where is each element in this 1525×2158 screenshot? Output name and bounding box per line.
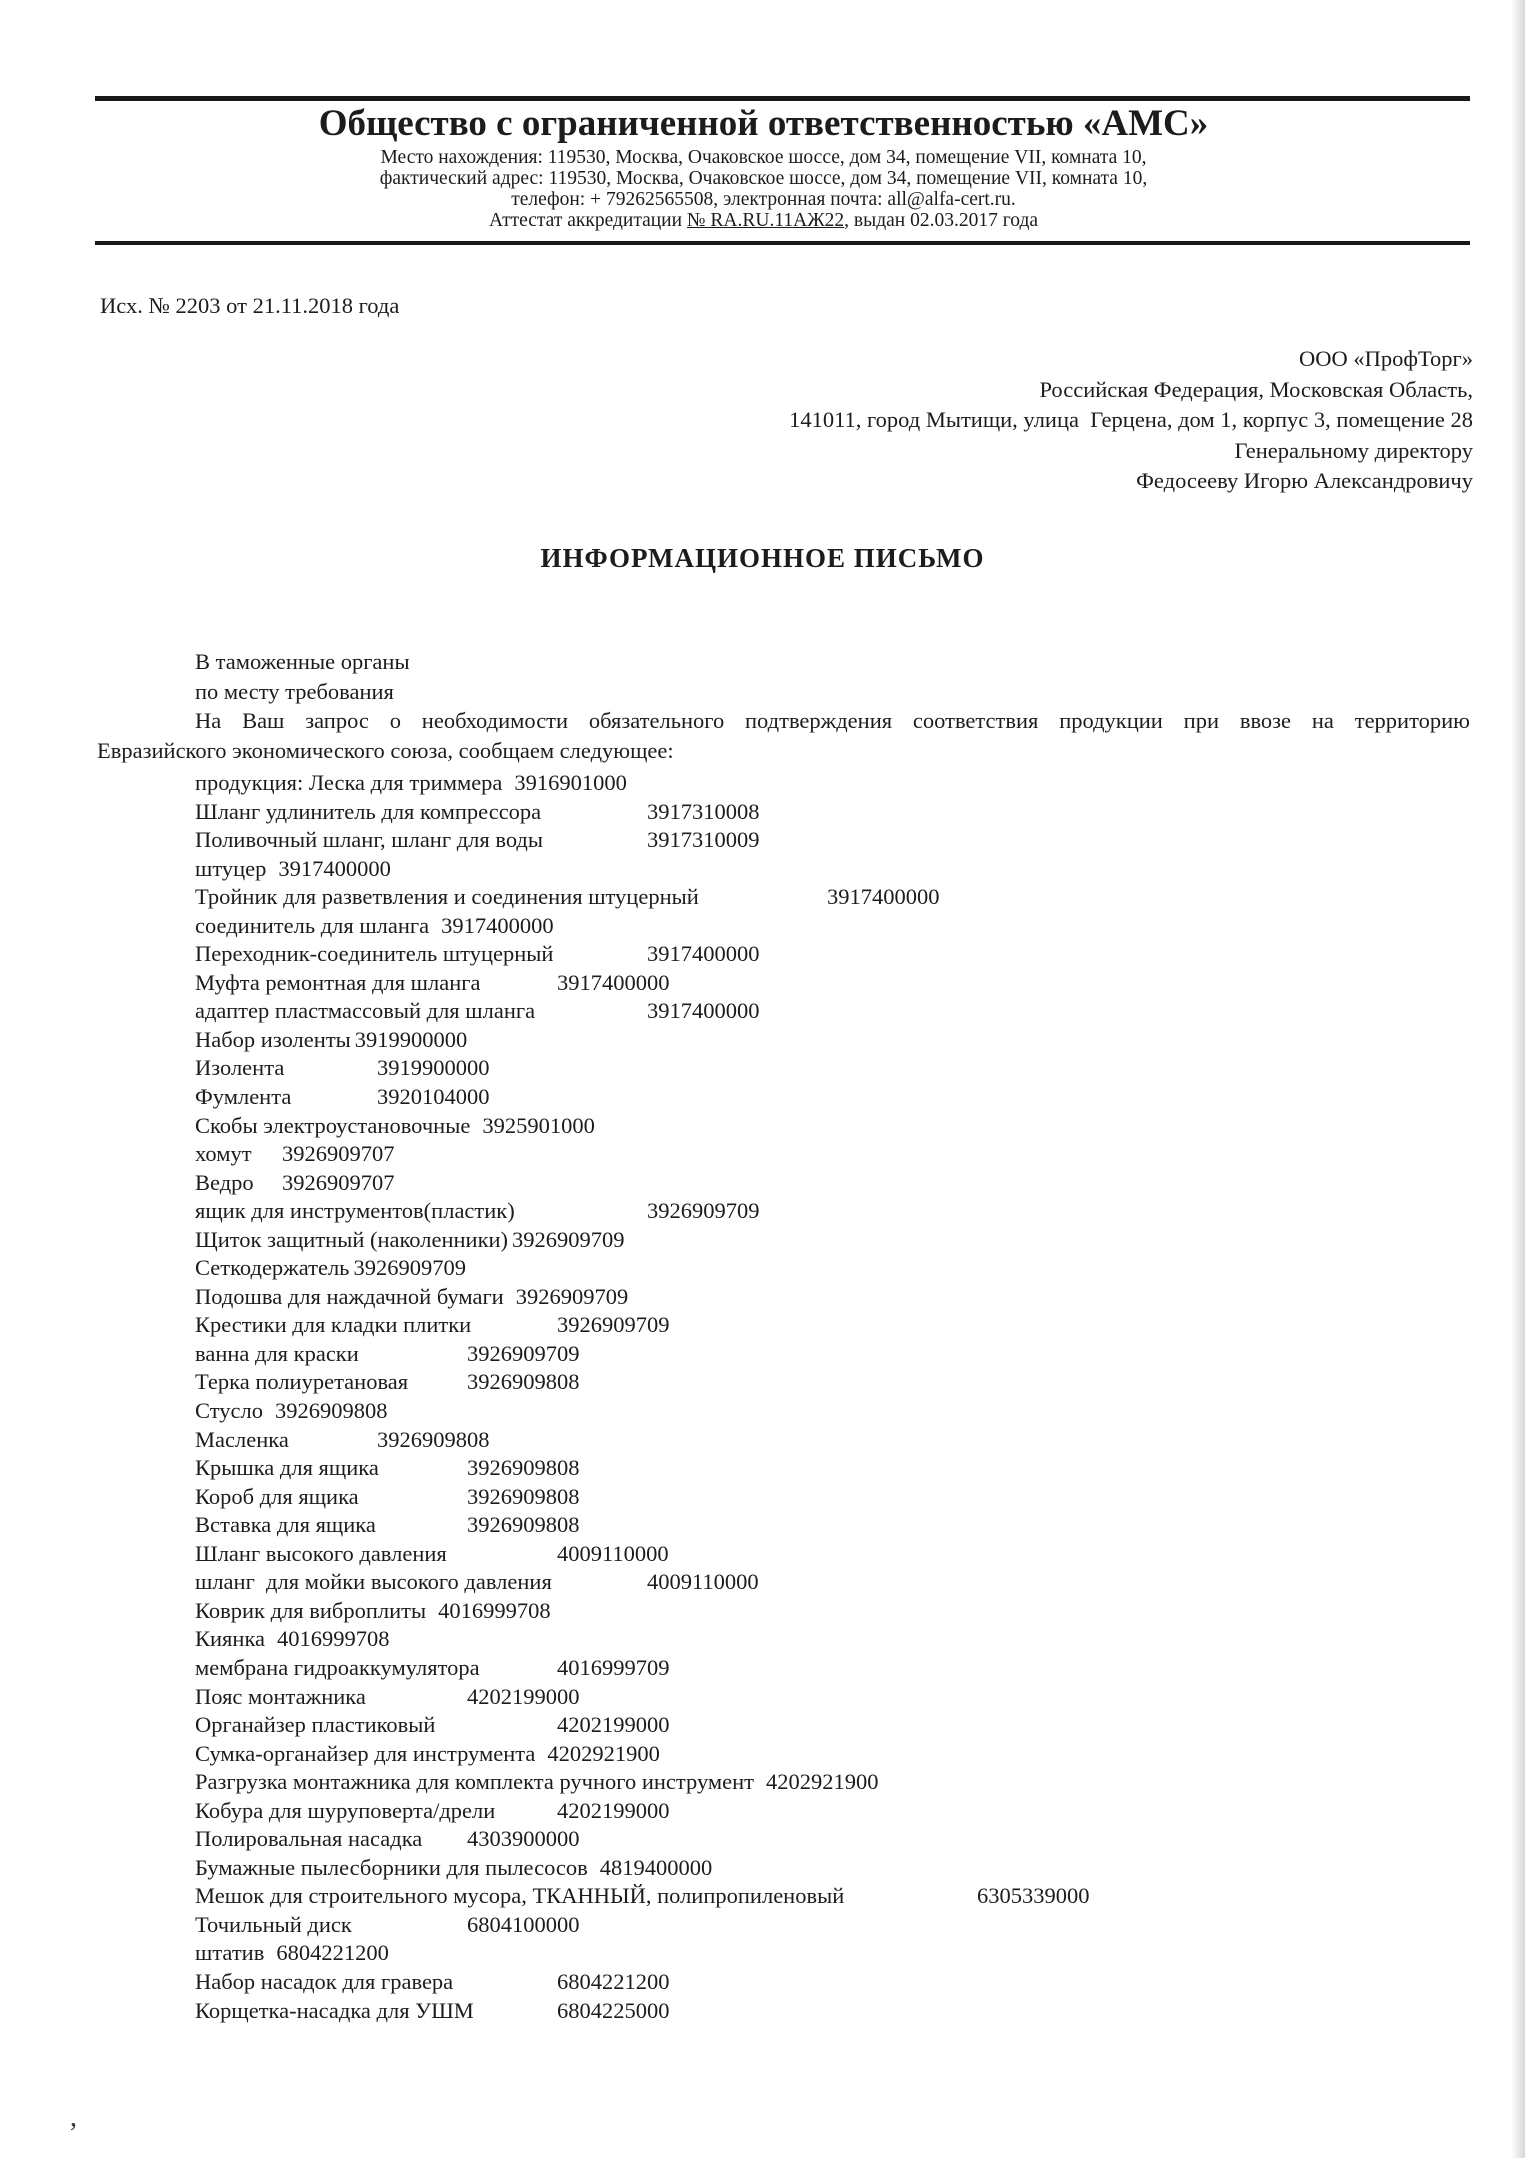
product-line	[97, 799, 1470, 828]
product-name: ванна для краски	[195, 1340, 359, 1366]
product-list	[97, 770, 1470, 2026]
product-line	[97, 941, 1470, 970]
product-hs-code: 3926909709	[515, 1283, 629, 1309]
product-name: Сеткодержатель	[195, 1255, 350, 1281]
addressee-block	[789, 344, 1473, 497]
company-legal-address: Место нахождения: 119530, Москва, Очаковское шоссе, дом 34, помещение VII, комната 10,	[380, 147, 1147, 168]
product-line	[97, 1227, 1470, 1256]
product-name: Подошва для наждачной бумаги	[195, 1283, 504, 1309]
product-hs-code: 3917400000	[647, 998, 760, 1024]
product-name: Крышка для ящика	[195, 1455, 379, 1481]
product-line	[97, 1369, 1470, 1398]
intro-paragraph-line-2: Евразийского экономического союза, сообщаем следующее:	[97, 737, 674, 763]
product-name: ящик для инструментов(пластик)	[195, 1198, 515, 1224]
letterhead	[76, 104, 1451, 231]
company-accreditation	[76, 210, 1451, 231]
product-line	[97, 1940, 1470, 1969]
product-line	[97, 1769, 1470, 1798]
product-hs-code: 3926909707	[282, 1169, 395, 1195]
product-hs-code: 3925901000	[482, 1112, 595, 1138]
product-name: Вставка для ящика	[195, 1512, 376, 1538]
product-name: Разгрузка монтажника для комплекта ручного инструмент	[195, 1769, 755, 1795]
product-name: Масленка	[195, 1426, 289, 1452]
product-line	[97, 1427, 1470, 1456]
product-hs-code: 6804221200	[557, 1968, 670, 1994]
product-hs-code: 4009110000	[647, 1569, 759, 1595]
addressee-region: Российская Федерация, Московская Область,	[1039, 376, 1473, 402]
product-hs-code: 3916901000	[514, 770, 627, 795]
product-line	[97, 1684, 1470, 1713]
product-hs-code: 3917400000	[557, 969, 670, 995]
product-line	[97, 1284, 1470, 1313]
product-line	[97, 1512, 1470, 1541]
product-name: Терка полиуретановая	[195, 1369, 409, 1395]
letter-body	[97, 647, 1470, 765]
product-line	[97, 1027, 1470, 1056]
product-hs-code: 3926909707	[282, 1141, 395, 1167]
product-line	[97, 770, 1470, 799]
product-name: Мешок для строительного мусора, ТКАННЫЙ, полипропиленовый	[195, 1883, 845, 1909]
product-hs-code: 4202199000	[467, 1683, 580, 1709]
product-hs-code: 4016999709	[557, 1654, 670, 1680]
product-hs-code: 3926909808	[467, 1512, 580, 1538]
product-line	[97, 1798, 1470, 1827]
product-hs-code: 3917400000	[441, 912, 554, 938]
product-hs-code: 4202199000	[557, 1797, 670, 1823]
product-name: Шланг высокого давления	[195, 1540, 447, 1566]
recipient-line-2: по месту требования	[195, 678, 394, 704]
product-name: штуцер	[195, 855, 267, 881]
product-name: шланг для мойки высокого давления	[195, 1569, 552, 1595]
product-line	[97, 856, 1470, 885]
product-line	[97, 1569, 1470, 1598]
product-hs-code: 3926909808	[467, 1455, 580, 1481]
product-name: Пояс монтажника	[195, 1683, 366, 1709]
company-actual-address: фактический адрес: 119530, Москва, Очаковское шоссе, дом 34, помещение VII, комната 10,	[379, 168, 1148, 189]
product-line	[97, 1855, 1470, 1884]
product-line	[97, 1170, 1470, 1199]
product-line	[97, 1084, 1470, 1113]
product-name: Киянка	[195, 1626, 266, 1652]
addressee-person: Федосееву Игорю Александровичу	[1136, 468, 1473, 493]
product-line	[97, 1655, 1470, 1684]
product-hs-code: 4819400000	[599, 1854, 713, 1880]
product-name: Набор изоленты	[195, 1026, 351, 1052]
product-line	[97, 1484, 1470, 1513]
product-line	[97, 1912, 1470, 1941]
product-line	[97, 1113, 1470, 1142]
product-name: Набор насадок для гравера	[195, 1968, 454, 1994]
product-name: Бумажные пылесборники для пылесосов	[195, 1854, 588, 1880]
product-line	[97, 1255, 1470, 1284]
product-line	[97, 1398, 1470, 1427]
product-hs-code: 6804225000	[557, 1997, 670, 2023]
product-name: Фумлента	[195, 1084, 292, 1110]
product-line	[97, 884, 1470, 913]
product-line	[97, 1969, 1470, 1998]
scan-edge-shadow	[1511, 0, 1525, 2158]
product-hs-code: 4009110000	[557, 1540, 669, 1566]
product-line	[97, 913, 1470, 942]
letterhead-top-rule	[95, 96, 1470, 101]
product-hs-code: 4202921900	[547, 1740, 660, 1766]
product-hs-code: 4016999708	[277, 1626, 390, 1652]
product-hs-code: 6305339000	[977, 1883, 1090, 1909]
product-name: хомут	[195, 1141, 252, 1167]
addressee-company: ООО «ПрофТорг»	[1299, 346, 1473, 371]
product-line	[97, 827, 1470, 856]
letter-title: ИНФОРМАЦИОННОЕ ПИСЬМО	[540, 543, 985, 573]
recipient-line-1: В таможенные органы	[195, 649, 410, 674]
product-hs-code: 3926909709	[647, 1198, 760, 1224]
accreditation-prefix: Аттестат аккредитации	[488, 210, 687, 231]
product-name: Коврик для виброплиты	[195, 1597, 427, 1623]
product-line	[97, 1312, 1470, 1341]
product-name: адаптер пластмассовый для шланга	[195, 998, 536, 1024]
product-hs-code: 3920104000	[377, 1084, 490, 1110]
product-name: Кобура для шуруповерта/дрели	[195, 1797, 496, 1823]
product-hs-code: 3917400000	[647, 941, 760, 967]
product-hs-code: 3926909808	[467, 1483, 580, 1509]
product-hs-code: 6804221200	[276, 1940, 389, 1966]
company-contact: телефон: + 79262565508, электронная почта: all@alfa-cert.ru.	[511, 189, 1016, 210]
product-hs-code: 3926909808	[274, 1398, 388, 1424]
product-hs-code: 3926909709	[353, 1255, 466, 1281]
product-line	[97, 1826, 1470, 1855]
product-name: Поливочный шланг, шланг для воды	[195, 827, 543, 853]
product-line	[97, 1455, 1470, 1484]
product-name: Переходник-соединитель штуцерный	[195, 941, 554, 967]
letterhead-bottom-rule	[95, 241, 1470, 245]
product-name: Крестики для кладки плитки	[195, 1312, 472, 1338]
product-name: Короб для ящика	[195, 1483, 359, 1509]
product-name: Щиток защитный (наколенники)	[195, 1226, 509, 1252]
product-line	[97, 1741, 1470, 1770]
product-hs-code: 6804100000	[467, 1911, 580, 1937]
product-line	[97, 998, 1470, 1027]
product-hs-code: 3926909808	[377, 1426, 490, 1452]
product-name: Полировальная насадка	[195, 1826, 423, 1852]
product-hs-code: 4303900000	[467, 1826, 580, 1852]
product-name: Сумка-органайзер для инструмента	[195, 1740, 536, 1766]
product-hs-code: 3917310008	[647, 798, 760, 824]
product-hs-code: 4202199000	[557, 1712, 670, 1738]
product-line	[97, 1141, 1470, 1170]
product-line	[97, 970, 1470, 999]
product-name: Корщетка-насадка для УШМ	[195, 1997, 474, 2023]
addressee-position: Генеральному директору	[1234, 437, 1473, 463]
product-name: соединитель для шланга	[195, 912, 430, 938]
product-hs-code: 3917400000	[278, 855, 391, 881]
product-line	[97, 1998, 1470, 2027]
product-name: Муфта ремонтная для шланга	[195, 969, 481, 995]
product-line	[97, 1341, 1470, 1370]
product-name: Изолента	[195, 1055, 285, 1081]
product-hs-code: 3919900000	[377, 1055, 490, 1081]
addressee-address: 141011, город Мытищи, улица Герцена, дом 1, корпус 3, помещение 28	[789, 407, 1473, 432]
product-hs-code: 3926909709	[512, 1226, 625, 1252]
product-line	[97, 1198, 1470, 1227]
product-name: Точильный диск	[195, 1911, 352, 1937]
product-hs-code: 3919900000	[354, 1026, 468, 1052]
product-name: штатив	[195, 1940, 265, 1966]
product-name: Ведро	[195, 1169, 254, 1195]
product-line	[97, 1598, 1470, 1627]
product-hs-code: 3926909709	[557, 1312, 670, 1338]
product-line	[97, 1626, 1470, 1655]
scan-artifact-mark: ,	[70, 2102, 77, 2133]
product-name: Тройник для разветвления и соединения штуцерный	[195, 884, 699, 910]
product-line	[97, 1883, 1470, 1912]
product-hs-code: 4202921900	[766, 1769, 879, 1795]
product-line	[97, 1541, 1470, 1570]
product-name: Скобы электроустановочные	[195, 1112, 471, 1138]
product-line	[97, 1712, 1470, 1741]
outgoing-reference: Исх. № 2203 от 21.11.2018 года	[100, 293, 400, 318]
product-hs-code: 3917310009	[647, 827, 760, 853]
product-name: Стусло	[195, 1398, 263, 1424]
product-name: Органайзер пластиковый	[195, 1712, 436, 1738]
accreditation-number: № RA.RU.11АЖ22	[686, 210, 845, 231]
accreditation-suffix: , выдан 02.03.2017 года	[844, 210, 1039, 231]
product-name: Шланг удлинитель для компрессора	[195, 798, 542, 824]
product-hs-code: 4016999708	[438, 1597, 551, 1623]
product-hs-code: 3926909808	[467, 1369, 580, 1395]
product-line	[97, 1055, 1470, 1084]
product-hs-code: 3917400000	[827, 884, 940, 910]
product-hs-code: 3926909709	[467, 1340, 580, 1366]
intro-paragraph-line-1: На Ваш запрос о необходимости обязательного подтверждения соответствия продукции при ввозе на территорию	[195, 708, 1470, 733]
company-name: Общество с ограниченной ответственностью «АМС»	[318, 103, 1209, 144]
product-name: мембрана гидроаккумулятора	[195, 1654, 480, 1680]
product-name: продукция: Леска для триммера	[195, 770, 503, 795]
